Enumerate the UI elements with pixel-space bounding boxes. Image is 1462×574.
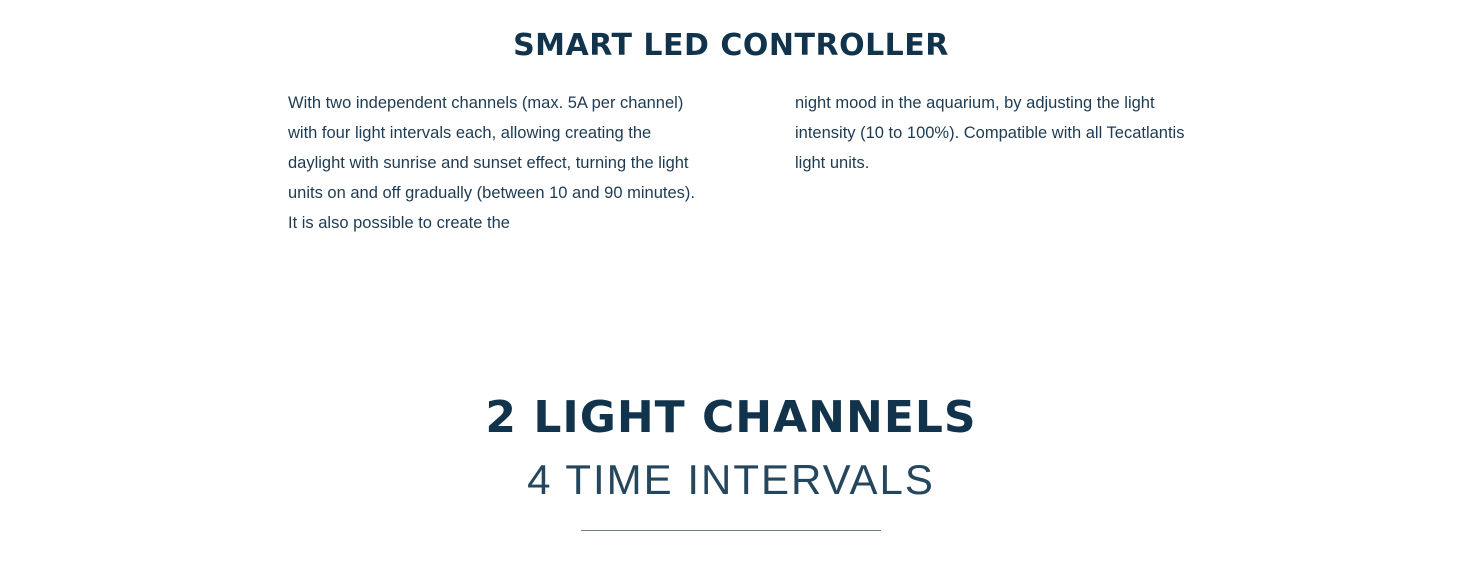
description-column-right bbox=[795, 88, 1208, 238]
statement-subheadline: 4 TIME INTERVALS bbox=[527, 456, 935, 503]
description-paragraph: night mood in the aquarium, by adjusting the light intensity (10 to 100%). Compatible with all Tecatlantis light units. bbox=[795, 94, 1185, 172]
horizontal-divider bbox=[581, 530, 881, 531]
description-column-left bbox=[288, 88, 701, 238]
statement-headline: 2 LIGHT CHANNELS bbox=[485, 392, 977, 443]
statement-section bbox=[0, 390, 1462, 531]
page-title: SMART LED CONTROLLER bbox=[513, 28, 949, 63]
description-paragraph: With two independent channels (max. 5A per channel) with four light intervals each, allowing creating the daylight with sunrise and sunset effect, turning the light units on and off gradually (between 10 and 90 minutes). It is also possible to create the bbox=[288, 94, 695, 232]
description-section bbox=[288, 88, 1208, 238]
